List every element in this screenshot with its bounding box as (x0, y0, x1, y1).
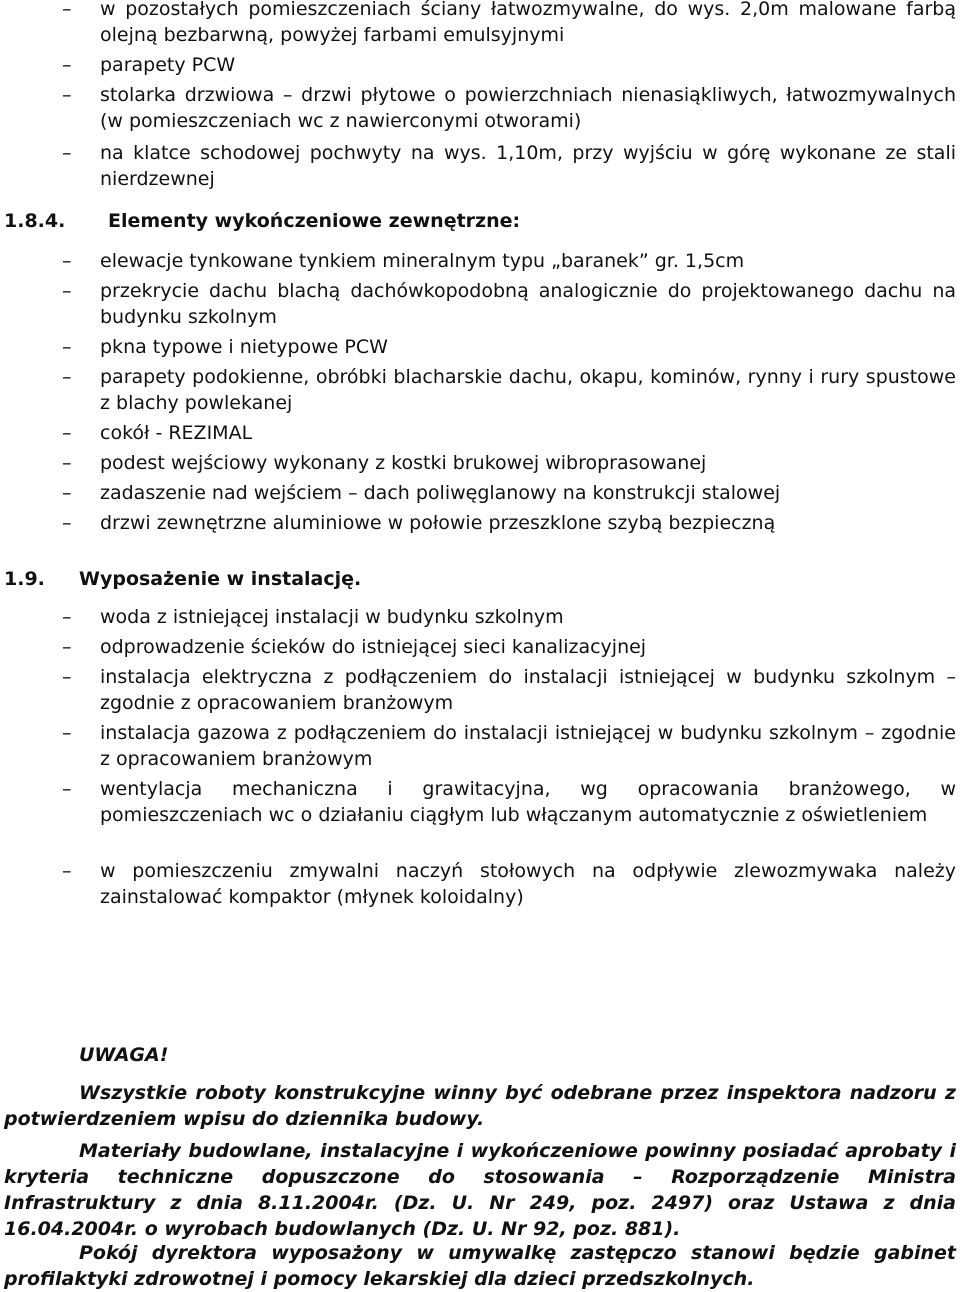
note-paragraph: Pokój dyrektora wyposażony w umywalkę zastępczo stanowi będzie gabinet profilaktyki zdrowotnej i pomocy lekarskiej dla dzieci przedszkolnych. (4, 1242, 956, 1290)
list-item: – cokół - REZIMAL (100, 420, 956, 446)
list-item: – w pomieszczeniu zmywalni naczyń stołowych na odpływie zlewozmywaka należy zainstalować kompaktor (młynek koloidalny) (100, 858, 956, 910)
list-item: – pkna typowe i nietypowe PCW (100, 334, 956, 360)
list-item: – zadaszenie nad wejściem – dach poliwęglanowy na konstrukcji stalowej (100, 480, 956, 506)
list-item: – woda z istniejącej instalacji w budynku szkolnym (100, 604, 956, 630)
list-item: – parapety PCW (100, 52, 956, 78)
list-item: – wentylacja mechaniczna i grawitacyjna, wg opracowania branżowego, w pomieszczeniach wc o działaniu ciągłym lub włączanym automatycznie z oświetleniem (100, 776, 956, 828)
section-number: 1.9. (4, 568, 45, 590)
list-item: – instalacja elektryczna z podłączeniem do instalacji istniejącej w budynku szkolnym – zgodnie z opracowaniem branżowym (100, 664, 956, 716)
note-heading: UWAGA! (79, 1044, 169, 1066)
list-item: – przekrycie dachu blachą dachówkopodobną analogicznie do projektowanego dachu na budynku szkolnym (100, 278, 956, 330)
section-heading (4, 208, 520, 234)
list-item: – instalacja gazowa z podłączeniem do instalacji istniejącej w budynku szkolnym – zgodnie z opracowaniem branżowym (100, 720, 956, 772)
note-paragraph: Materiały budowlane, instalacyjne i wykończeniowe powinny posiadać aprobaty i kryteria techniczne dopuszczone do stosowania – Rozporządzenie Ministra Infrastruktury z dnia 8.11.2004r. (Dz. U. Nr 249, poz. 2497) oraz Ustawa z dnia 16.04.2004r. o wyrobach budowlanych (Dz. U. Nr 92, poz. 881). (4, 1140, 956, 1240)
list-item: – elewacje tynkowane tynkiem mineralnym typu „baranek” gr. 1,5cm (100, 248, 956, 274)
section-title: Elementy wykończeniowe zewnętrzne: (108, 210, 521, 232)
list-item: – podest wejściowy wykonany z kostki brukowej wibroprasowanej (100, 450, 956, 476)
list-item: – stolarka drzwiowa – drzwi płytowe o powierzchniach nienasiąkliwych, łatwozmywalnych (w pomieszczeniach wc z nawierconymi otworami) (100, 82, 956, 134)
section-number: 1.8.4. (4, 210, 66, 232)
list-item: – drzwi zewnętrzne aluminiowe w połowie przeszklone szybą bezpieczną (100, 510, 956, 536)
section-title: Wyposażenie w instalację. (79, 568, 362, 590)
section-heading (4, 566, 361, 592)
list-item: – parapety podokienne, obróbki blacharskie dachu, okapu, kominów, rynny i rury spustowe z blachy powlekanej (100, 364, 956, 416)
list-item: – na klatce schodowej pochwyty na wys. 1,10m, przy wyjściu w górę wykonane ze stali nierdzewnej (100, 140, 956, 192)
note-paragraph: Wszystkie roboty konstrukcyjne winny być odebrane przez inspektora nadzoru z potwierdzeniem wpisu do dziennika budowy. (4, 1082, 956, 1130)
list-item: – w pozostałych pomieszczeniach ściany łatwozmywalne, do wys. 2,0m malowane farbą olejną bezbarwną, powyżej farbami emulsyjnymi (100, 0, 956, 48)
list-item: – odprowadzenie ścieków do istniejącej sieci kanalizacyjnej (100, 634, 956, 660)
